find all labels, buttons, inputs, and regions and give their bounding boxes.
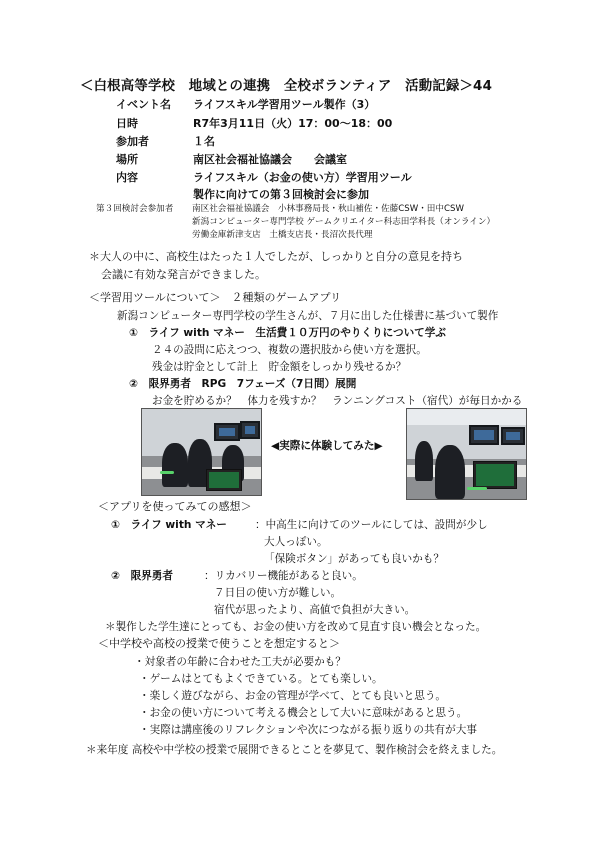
school-use-bullet-3: ・楽しく遊びながら、お金の管理が学べて、とても良いと思う。: [139, 690, 447, 702]
school-use-heading: ＜中学校や高校の授業で使うことを想定すると＞: [98, 637, 340, 650]
impressions-heading: ＜アプリを使ってみての感想＞: [98, 500, 252, 513]
school-use-bullet-1: ・対象者の年齢に合わせた工夫が必要かも？: [134, 656, 346, 668]
tool-item-1-line-1: ２４の設問に応えつつ、複数の選択肢から使い方を選択。: [152, 344, 427, 356]
note-line-2: 会議に有効な発言ができました。: [101, 268, 266, 281]
content-value-2: 製作に向けての第３回検討会に参加: [193, 188, 369, 201]
date-label: 日時: [116, 117, 138, 130]
tool-item-2-title: ② 限界勇者 RPG 7フェーズ（7日間）展開: [129, 378, 357, 390]
tool-heading: ＜学習用ツールについて＞ ２種類のゲームアプリ: [89, 291, 342, 304]
impression-a-line-3: 「保険ボタン」があっても良いかも？: [264, 553, 444, 565]
impression-b-line-1: ：リカバリー機能があると良い。: [204, 570, 363, 582]
impression-b-line-3: 宿代が思ったより、高値で負担が大きい。: [214, 604, 416, 616]
tool-item-1-title: ① ライフ with マネー 生活費１０万円のやりくりについて学ぶ: [129, 327, 446, 339]
event-label: イベント名: [116, 98, 171, 111]
school-use-bullet-4: ・お金の使い方について考える機会として大いに意味があると思う。: [139, 707, 468, 719]
attendees-label: 第３回検討会参加者: [96, 204, 174, 214]
school-use-bullet-2: ・ゲームはとてもよくできている。とても楽しい。: [139, 673, 383, 685]
school-use-bullet-5: ・実際は講座後のリフレクションや次につながる振り返りの共有が大事: [139, 724, 477, 736]
page-title: ＜白根高等学校 地域との連携 全校ボランティア 活動記録＞44: [80, 79, 493, 94]
photo-left: [141, 408, 262, 496]
impression-a-line-2: 大人っぽい。: [264, 536, 328, 548]
content-label: 内容: [116, 171, 138, 184]
attendees-line-3: 労働金庫新津支店 土橋支店長・長沼次長代理: [192, 230, 373, 240]
date-value: R7年3月11日（火）17：00～18：00: [193, 117, 393, 130]
tool-item-1-line-2: 残金は貯金として計上 貯金額をしっかり残せるか？: [152, 361, 407, 373]
photo-caption: ◀実際に体験してみた▶: [271, 440, 383, 452]
place-label: 場所: [116, 153, 138, 166]
place-value: 南区社会福祉協議会 会議室: [193, 153, 347, 166]
impression-b-label: ② 限界勇者: [111, 570, 173, 582]
attendees-line-2: 新潟コンピューター専門学校 ゲームクリエイター科志田学科長（オンライン）: [192, 217, 496, 227]
impressions-summary: ＊製作した学生達にとっても、お金の使い方を改めて見直す良い機会となった。: [105, 621, 487, 633]
note-line-1: ＊大人の中に、高校生はたった１人でしたが、しっかりと自分の意見を持ち: [89, 250, 463, 263]
content-value-1: ライフスキル（お金の使い方）学習用ツール: [193, 171, 412, 184]
impression-b-line-2: ７日目の使い方が難しい。: [214, 587, 342, 599]
tool-intro: 新潟コンピューター専門学校の学生さんが、７月に出した仕様書に基づいて製作: [117, 310, 499, 322]
attendees-line-1: 南区社会福祉協議会 小林事務局長・秋山補佐・佐藤CSW・田中CSW: [192, 204, 464, 214]
participants-label: 参加者: [116, 135, 149, 148]
photo-right: [406, 408, 527, 500]
event-value: ライフスキル学習用ツール製作（3）: [193, 98, 376, 111]
participants-value: １名: [193, 135, 215, 148]
tool-item-2-line-1: お金を貯めるか？ 体力を残すか？ ランニングコスト（宿代）が毎日かかる: [152, 395, 523, 407]
impression-a-line-1: ：中高生に向けてのツールにしては、設問が少し: [255, 519, 488, 531]
impression-a-label: ① ライフ with マネー: [111, 519, 227, 531]
closing-note: ＊来年度 高校や中学校の授業で展開できるとことを夢見て、製作検討会を終えました。: [86, 744, 503, 756]
